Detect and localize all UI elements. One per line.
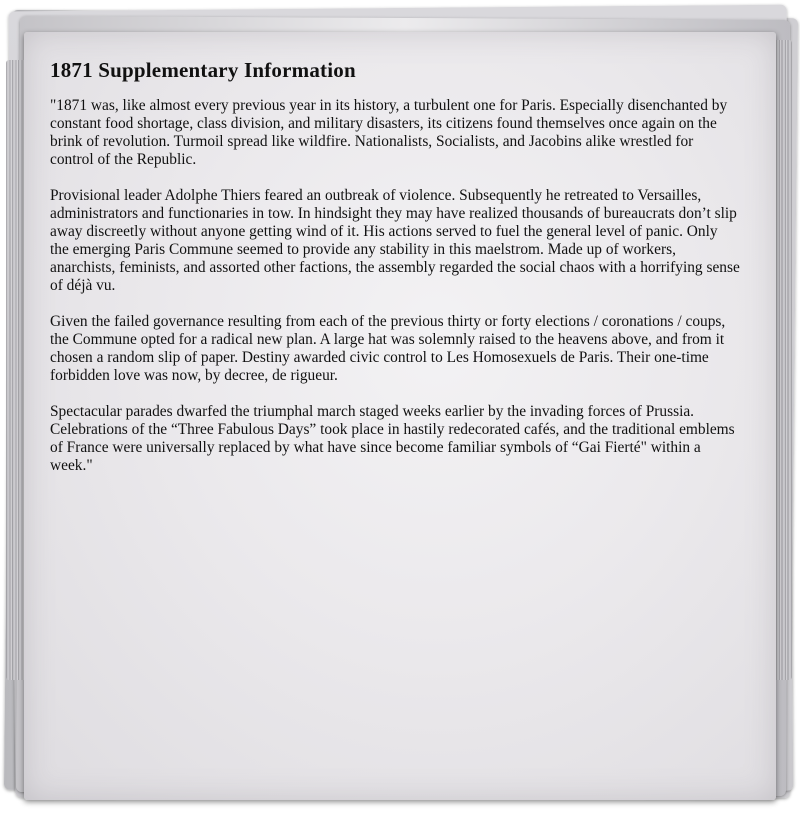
document-content <box>50 58 740 493</box>
paragraph: Given the failed governance resulting from each of the previous thirty or forty elections / coronations / coups, the Commune opted for a radical new plan. A large hat was solemnly raised to the heavens above, and from it chosen a random slip of paper. Destiny awarded civic control to Les Homosexuels de Paris. Their one-time forbidden love was now, by decree, de rigueur. <box>50 313 726 384</box>
paragraph: "1871 was, like almost every previous year in its history, a turbulent one for Paris. Especially disenchanted by constant food shortage, class division, and military disasters, its citizens found themselves once again on the brink of revolution. Turmoil spread like wildfire. Nationalists, Socialists, and Jacobins alike wrestled for control of the Republic. <box>50 97 728 168</box>
document-title: 1871 Supplementary Information <box>50 58 356 82</box>
paragraph: Provisional leader Adolphe Thiers feared an outbreak of violence. Subsequently he retreated to Versailles, administrators and functionaries in tow. In hindsight they may have realized thousands of bureaucrats don’t slip away discreetly without anyone getting wind of it. His actions served to fuel the general level of panic. Only the emerging Paris Commune seemed to provide any stability in this maelstrom. Made up of workers, anarchists, feminists, and assorted other factions, the assembly regarded the social chaos with a horrifying sense of déjà vu. <box>50 187 740 294</box>
paragraph: Spectacular parades dwarfed the triumphal march staged weeks earlier by the invading forces of Prussia. Celebrations of the “Three Fabulous Days” took place in hastily redecorated cafés, and the traditional emblems of France were universally replaced by what have since become familiar symbols of “Gai Fierté" within a week." <box>50 403 735 474</box>
